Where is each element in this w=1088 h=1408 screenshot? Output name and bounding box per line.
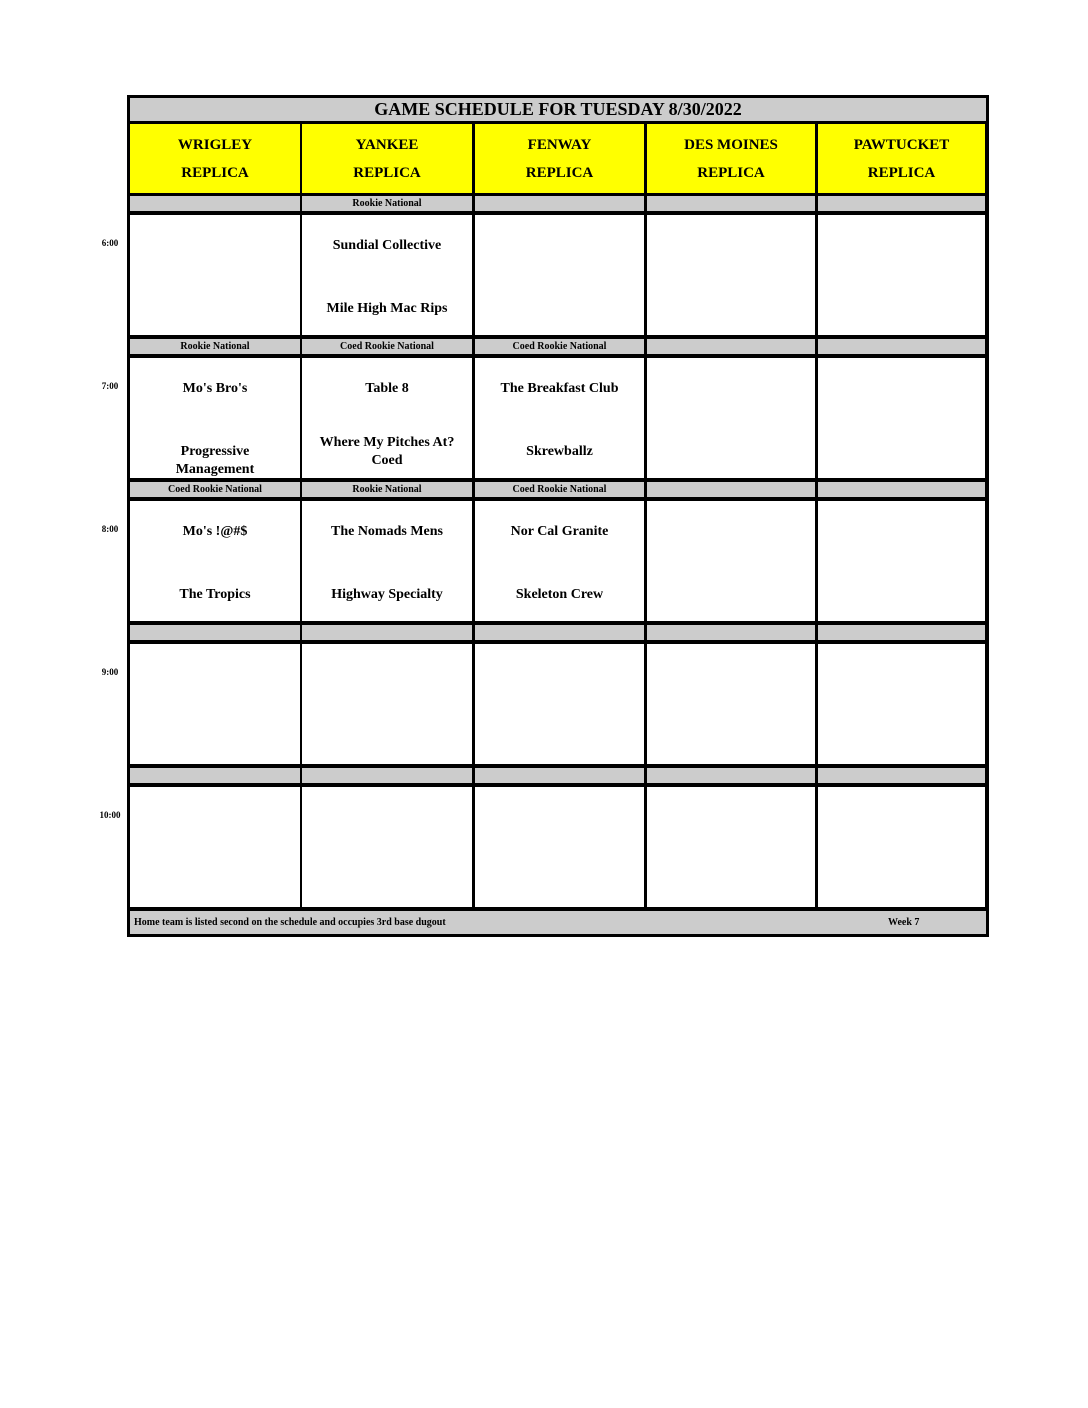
home-team: Highway Specialty (331, 587, 443, 602)
away-team: Sundial Collective (332, 238, 442, 253)
game-cell (130, 787, 300, 907)
game-cell (475, 644, 644, 764)
field-name: DES MOINES (684, 136, 778, 153)
division-label (475, 625, 644, 640)
field-header-des-moines (647, 124, 815, 193)
field-header-wrigley (130, 124, 300, 193)
division-label (818, 196, 985, 211)
division-label: Rookie National (302, 482, 472, 497)
game-cell (475, 787, 644, 907)
game-cell (647, 215, 815, 335)
division-label (647, 768, 815, 783)
home-team: Skeleton Crew (515, 587, 604, 602)
away-team: The Breakfast Club (500, 381, 619, 396)
field-subtitle: REPLICA (867, 164, 936, 181)
division-label: Coed Rookie National (302, 339, 472, 354)
division-label (475, 768, 644, 783)
game-cell (302, 501, 472, 621)
division-label (818, 768, 985, 783)
game-cell (302, 644, 472, 764)
field-name: YANKEE (355, 136, 419, 153)
field-header-fenway (475, 124, 644, 193)
game-cell (130, 644, 300, 764)
game-cell (475, 215, 644, 335)
away-team: Nor Cal Granite (510, 524, 609, 539)
field-name: WRIGLEY (177, 136, 253, 153)
game-cell (818, 215, 985, 335)
home-team: Where My Pitches At? Coed (319, 435, 455, 468)
field-subtitle: REPLICA (697, 164, 765, 181)
division-label: Rookie National (302, 196, 472, 211)
game-cell (302, 787, 472, 907)
time-label: 9:00 (101, 667, 119, 677)
time-label: 6:00 (101, 238, 119, 248)
field-subtitle: REPLICA (181, 164, 249, 181)
division-label: Coed Rookie National (475, 339, 644, 354)
home-team: Skrewballz (526, 444, 593, 459)
time-label: 7:00 (101, 381, 119, 391)
away-team: The Nomads Mens (330, 524, 443, 539)
time-label: 10:00 (99, 810, 121, 820)
division-label (647, 196, 815, 211)
division-label (302, 768, 472, 783)
division-label (818, 482, 985, 497)
division-label: Rookie National (130, 339, 300, 354)
time-label: 8:00 (101, 524, 119, 534)
away-team: Mo's !@#$ (182, 524, 248, 539)
field-name: PAWTUCKET (853, 136, 950, 153)
game-cell (475, 358, 644, 478)
field-name: FENWAY (527, 136, 592, 153)
game-cell (130, 215, 300, 335)
field-header-yankee (302, 124, 472, 193)
game-cell (647, 644, 815, 764)
game-cell (130, 501, 300, 621)
away-team: Mo's Bro's (182, 381, 248, 396)
field-subtitle: REPLICA (353, 164, 421, 181)
footer-bar (130, 911, 986, 934)
game-cell (647, 358, 815, 478)
game-cell (302, 215, 472, 335)
division-label (647, 625, 815, 640)
game-cell (130, 358, 300, 478)
division-label (647, 482, 815, 497)
division-label (302, 625, 472, 640)
game-cell (818, 787, 985, 907)
game-cell (302, 358, 472, 478)
home-team: The Tropics (179, 587, 251, 602)
field-subtitle: REPLICA (525, 164, 594, 181)
week-label: Week 7 (888, 917, 920, 928)
game-cell (647, 787, 815, 907)
division-label (130, 625, 300, 640)
game-cell (475, 501, 644, 621)
schedule-table (127, 95, 989, 937)
division-label (818, 339, 985, 354)
page-title: GAME SCHEDULE FOR TUESDAY 8/30/2022 (130, 98, 986, 121)
division-label (130, 196, 300, 211)
division-label (647, 339, 815, 354)
division-label (818, 625, 985, 640)
division-label: Coed Rookie National (475, 482, 644, 497)
home-team: Mile High Mac Rips (326, 301, 448, 316)
game-cell (818, 501, 985, 621)
game-cell (818, 644, 985, 764)
home-team: Progressive Management (175, 444, 255, 477)
game-cell (818, 358, 985, 478)
away-team: Table 8 (365, 381, 409, 396)
field-header-pawtucket (818, 124, 985, 193)
footer-note: Home team is listed second on the schedule and occupies 3rd base dugout (134, 917, 446, 928)
division-label: Coed Rookie National (130, 482, 300, 497)
division-label (475, 196, 644, 211)
game-cell (647, 501, 815, 621)
division-label (130, 768, 300, 783)
